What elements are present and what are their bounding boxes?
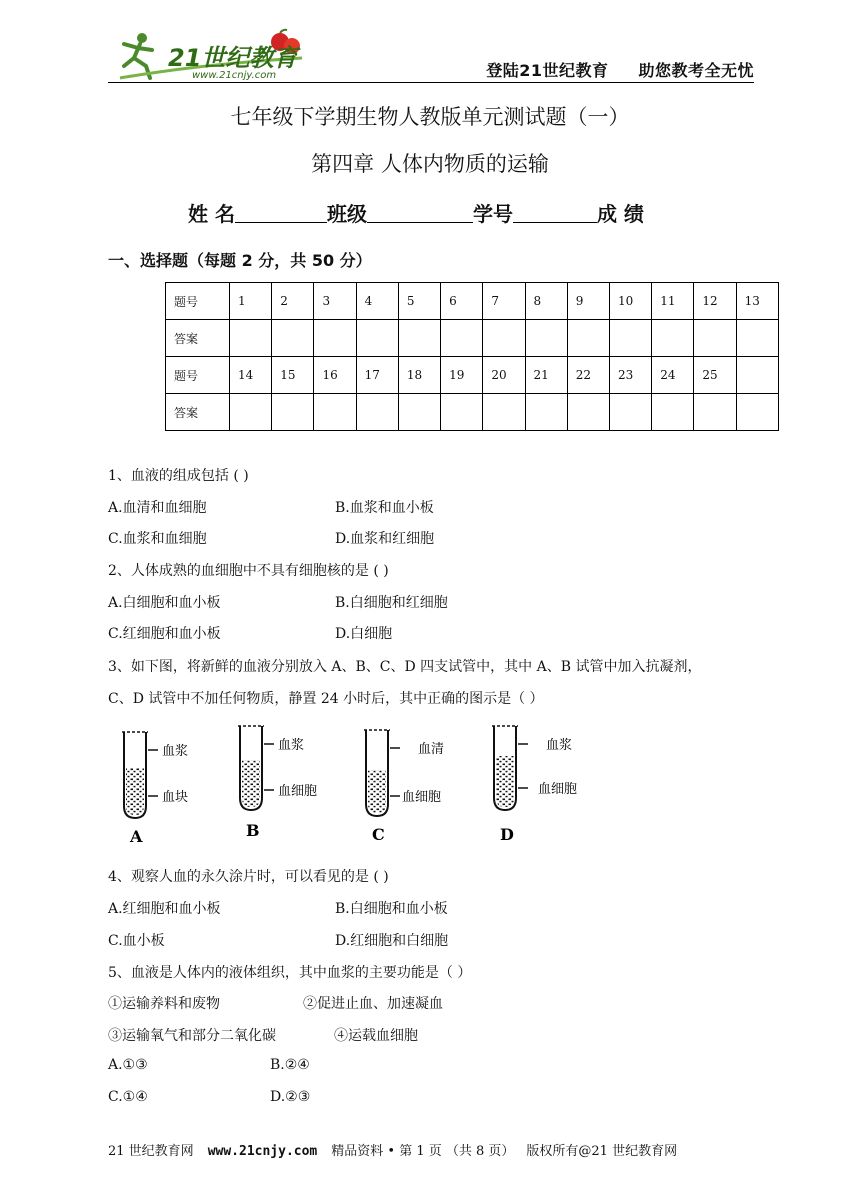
number-cell: 7	[483, 283, 525, 320]
answer-cell[interactable]	[736, 394, 778, 431]
answer-cell[interactable]	[314, 394, 356, 431]
number-cell: 19	[441, 357, 483, 394]
name-label: 姓 名	[188, 202, 235, 226]
score-label: 成 绩	[596, 202, 644, 226]
answer-cell[interactable]	[483, 320, 525, 357]
number-cell: 25	[694, 357, 736, 394]
row-label: 答案	[166, 394, 230, 431]
answer-table	[165, 282, 779, 431]
number-cell: 22	[567, 357, 609, 394]
number-cell: 11	[652, 283, 694, 320]
q5-option-a[interactable]: A.①③	[108, 1057, 148, 1073]
header-divider	[108, 82, 754, 83]
tube-b-letter: B	[246, 821, 260, 840]
footer-url-link[interactable]: www.21cnjy.com	[207, 1144, 318, 1159]
test-tube-figure	[118, 718, 598, 846]
answer-cell[interactable]	[356, 394, 398, 431]
page-subtitle: 第四章 人体内物质的运输	[311, 152, 549, 176]
answer-cell[interactable]	[314, 320, 356, 357]
number-cell: 2	[272, 283, 314, 320]
q5-option-d[interactable]: D.②③	[270, 1089, 311, 1105]
tube-c-bottom-label: 血细胞	[402, 790, 442, 805]
tube-b-bottom-label: 血细胞	[278, 784, 318, 799]
number-cell: 10	[609, 283, 651, 320]
name-blank[interactable]	[235, 202, 327, 223]
answer-cell[interactable]	[230, 320, 272, 357]
number-cell	[736, 357, 778, 394]
number-cell: 5	[398, 283, 440, 320]
answer-cell[interactable]	[567, 320, 609, 357]
tube-a-bottom-label: 血块	[162, 790, 189, 805]
question-3-line-2: C、D 试管中不加任何物质，静置 24 小时后，其中正确的图示是（ ）	[108, 691, 544, 707]
tube-c-top-label: 血清	[418, 742, 445, 757]
table-row	[166, 394, 779, 431]
answer-cell[interactable]	[736, 320, 778, 357]
test-tube-d	[492, 726, 577, 844]
number-cell: 3	[314, 283, 356, 320]
question-4: 4、观察人血的永久涂片时，可以看见的是 ( )	[108, 869, 389, 885]
test-tube-c	[364, 730, 444, 844]
number-cell: 4	[356, 283, 398, 320]
id-label: 学号	[472, 202, 513, 226]
table-row	[166, 283, 779, 320]
answer-cell[interactable]	[609, 320, 651, 357]
test-tube-b	[238, 726, 317, 840]
site-logo	[112, 28, 312, 84]
svg-text:www.21cnjy.com: www.21cnjy.com	[192, 70, 277, 81]
q5-option-c[interactable]: C.①④	[108, 1089, 148, 1105]
slogan-left: 登陆21世纪教育	[486, 61, 609, 80]
answer-cell[interactable]	[609, 394, 651, 431]
answer-cell[interactable]	[652, 394, 694, 431]
q5-statement-3: ③运输氧气和部分二氧化碳	[108, 1028, 276, 1044]
answer-cell[interactable]	[356, 320, 398, 357]
answer-cell[interactable]	[441, 394, 483, 431]
svg-text:21世纪教育: 21世纪教育	[168, 44, 298, 72]
table-row	[166, 357, 779, 394]
answer-cell[interactable]	[230, 394, 272, 431]
row-label: 答案	[166, 320, 230, 357]
answer-cell[interactable]	[272, 320, 314, 357]
question-2: 2、人体成熟的血细胞中不具有细胞核的是 ( )	[108, 563, 389, 579]
q5-statement-2: ②促进止血、加速凝血	[303, 996, 443, 1012]
number-cell: 16	[314, 357, 356, 394]
q5-option-b[interactable]: B.②④	[270, 1057, 310, 1073]
page-footer	[108, 1140, 677, 1159]
tube-b-top-label: 血浆	[278, 738, 305, 753]
footer-copyright: 版权所有@21 世纪教育网	[526, 1144, 678, 1159]
answer-cell[interactable]	[398, 394, 440, 431]
q2-option-a[interactable]: A.白细胞和血小板	[108, 595, 221, 611]
answer-cell[interactable]	[525, 320, 567, 357]
answer-cell[interactable]	[567, 394, 609, 431]
question-3-line-1: 3、如下图，将新鲜的血液分别放入 A、B、C、D 四支试管中，其中 A、B 试管中加入抗凝剂，	[108, 659, 702, 675]
footer-site-name: 21 世纪教育网	[108, 1144, 194, 1159]
footer-page-info: 精品资料 • 第 1 页 （共 8 页）	[331, 1144, 515, 1159]
number-cell: 18	[398, 357, 440, 394]
q4-option-a[interactable]: A.红细胞和血小板	[108, 901, 221, 917]
number-cell: 1	[230, 283, 272, 320]
row-label: 题号	[166, 283, 230, 320]
q4-option-d[interactable]: D.红细胞和白细胞	[335, 933, 449, 949]
id-blank[interactable]	[513, 202, 597, 223]
page-title: 七年级下学期生物人教版单元测试题（一）	[230, 105, 630, 129]
number-cell: 12	[694, 283, 736, 320]
table-row	[166, 320, 779, 357]
answer-cell[interactable]	[272, 394, 314, 431]
number-cell: 24	[652, 357, 694, 394]
question-5: 5、血液是人体内的液体组织，其中血浆的主要功能是（ ）	[108, 965, 472, 981]
answer-cell[interactable]	[694, 320, 736, 357]
student-info-line	[188, 198, 644, 227]
class-label: 班级	[326, 202, 367, 226]
number-cell: 8	[525, 283, 567, 320]
slogan-right: 助您教考全无忧	[638, 61, 754, 80]
tube-d-letter: D	[500, 825, 514, 844]
number-cell: 23	[609, 357, 651, 394]
q2-option-b[interactable]: B.白细胞和红细胞	[335, 595, 448, 611]
number-cell: 15	[272, 357, 314, 394]
q4-option-c[interactable]: C.血小板	[108, 933, 165, 949]
number-cell: 6	[441, 283, 483, 320]
q5-statement-4: ④运载血细胞	[334, 1028, 418, 1044]
number-cell: 14	[230, 357, 272, 394]
number-cell: 20	[483, 357, 525, 394]
answer-cell[interactable]	[441, 320, 483, 357]
section-heading: 一、选择题（每题 2 分，共 50 分）	[108, 251, 372, 270]
number-cell: 13	[736, 283, 778, 320]
header-slogan	[486, 58, 754, 81]
q1-option-a[interactable]: A.血清和血细胞	[108, 500, 207, 516]
q2-option-d[interactable]: D.白细胞	[335, 626, 393, 642]
number-cell: 9	[567, 283, 609, 320]
q4-option-b[interactable]: B.白细胞和血小板	[335, 901, 448, 917]
tube-a-letter: A	[130, 827, 143, 846]
question-1: 1、血液的组成包括 ( )	[108, 468, 249, 484]
answer-cell[interactable]	[694, 394, 736, 431]
tube-a-top-label: 血浆	[162, 744, 189, 759]
q1-option-c[interactable]: C.血浆和血细胞	[108, 531, 207, 547]
tube-c-letter: C	[372, 825, 385, 844]
q1-option-b[interactable]: B.血浆和血小板	[335, 500, 434, 516]
row-label: 题号	[166, 357, 230, 394]
answer-cell[interactable]	[483, 394, 525, 431]
tube-d-top-label: 血浆	[546, 738, 573, 753]
q5-statement-1: ①运输养料和废物	[108, 996, 220, 1012]
test-tube-a	[122, 732, 188, 846]
q2-option-c[interactable]: C.红细胞和血小板	[108, 626, 221, 642]
tube-d-bottom-label: 血细胞	[538, 782, 578, 797]
q1-option-d[interactable]: D.血浆和红细胞	[335, 531, 435, 547]
number-cell: 21	[525, 357, 567, 394]
number-cell: 17	[356, 357, 398, 394]
answer-cell[interactable]	[652, 320, 694, 357]
answer-cell[interactable]	[525, 394, 567, 431]
answer-cell[interactable]	[398, 320, 440, 357]
class-blank[interactable]	[367, 202, 473, 223]
